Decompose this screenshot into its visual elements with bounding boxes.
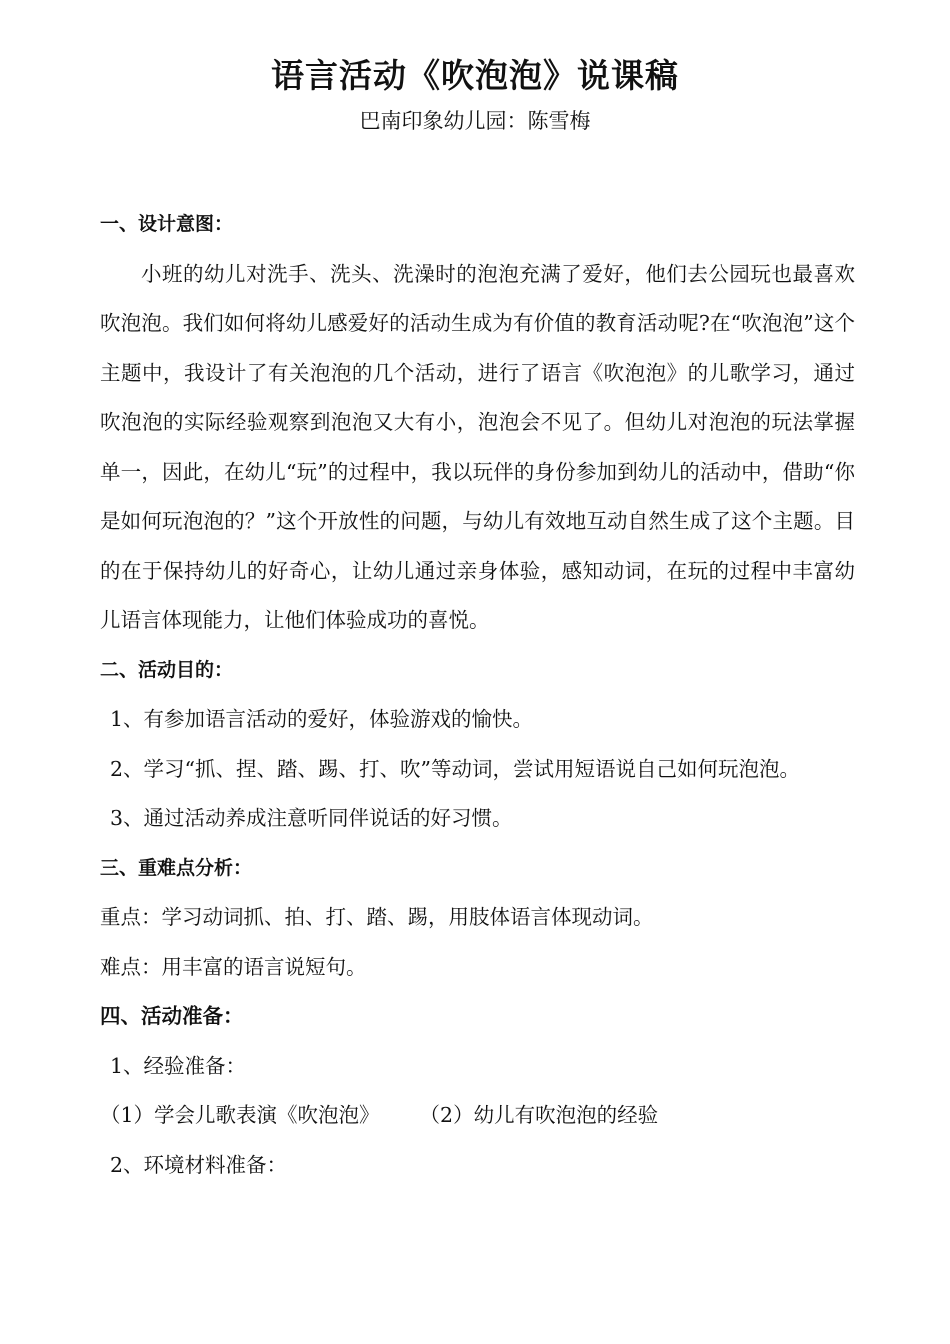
section-heading-goals: 二、活动目的： (100, 658, 234, 681)
document-body (100, 200, 855, 1190)
key-point: 重点：学习动词抓、拍、打、踏、踢，用肢体语言体现动词。 (100, 905, 654, 929)
document-author: 巴南印象幼儿园：陈雪梅 (359, 109, 591, 133)
document-title: 语言活动《吹泡泡》说课稿 (271, 56, 679, 95)
prep-experience-items (100, 1091, 855, 1141)
prep-environment-label: 2、环境材料准备： (110, 1152, 288, 1177)
prep-experience-label: 1、经验准备： (110, 1053, 247, 1078)
section-heading-design: 一、设计意图： (100, 213, 234, 235)
prep-experience-item-1: （1）学会儿歌表演《吹泡泡》 (100, 1103, 380, 1127)
prep-experience-item-2: （2）幼儿有吹泡泡的经验 (419, 1103, 659, 1127)
difficulty-point: 难点：用丰富的语言说短句。 (100, 954, 367, 979)
section-heading-keypoints: 三、重难点分析： (100, 856, 253, 879)
section-heading-prep: 四、活动准备： (100, 1004, 244, 1028)
goal-item-1: 1、有参加语言活动的爱好，体验游戏的愉快。 (110, 707, 534, 731)
design-paragraph: 小班的幼儿对洗手、洗头、洗澡时的泡泡充满了爱好，他们去公园玩也最喜欢吹泡泡。我们如何将幼儿感爱好的活动生成为有价值的教育活动呢?在“吹泡泡”这个主题中，我设计了有关泡泡的几个活动，进行了语言《吹泡泡》的儿歌学习，通过吹泡泡的实际经验观察到泡泡又大有小，泡泡会不见了。但幼儿对泡泡的玩法掌握单一，因此，在幼儿“玩”的过程中，我以玩伴的身份参加到幼儿的活动中，借助“你是如何玩泡泡的？”这个开放性的问题，与幼儿有效地互动自然生成了这个主题。目的在于保持幼儿的好奇心，让幼儿通过亲身体验，感知动词，在玩的过程中丰富幼儿语言体现能力，让他们体验成功的喜悦。 (100, 261, 855, 632)
goal-item-2: 2、学习“抓、捏、踏、踢、打、吹”等动词，尝试用短语说自己如何玩泡泡。 (110, 756, 801, 781)
goal-item-3: 3、通过活动养成注意听同伴说话的好习惯。 (110, 806, 513, 830)
